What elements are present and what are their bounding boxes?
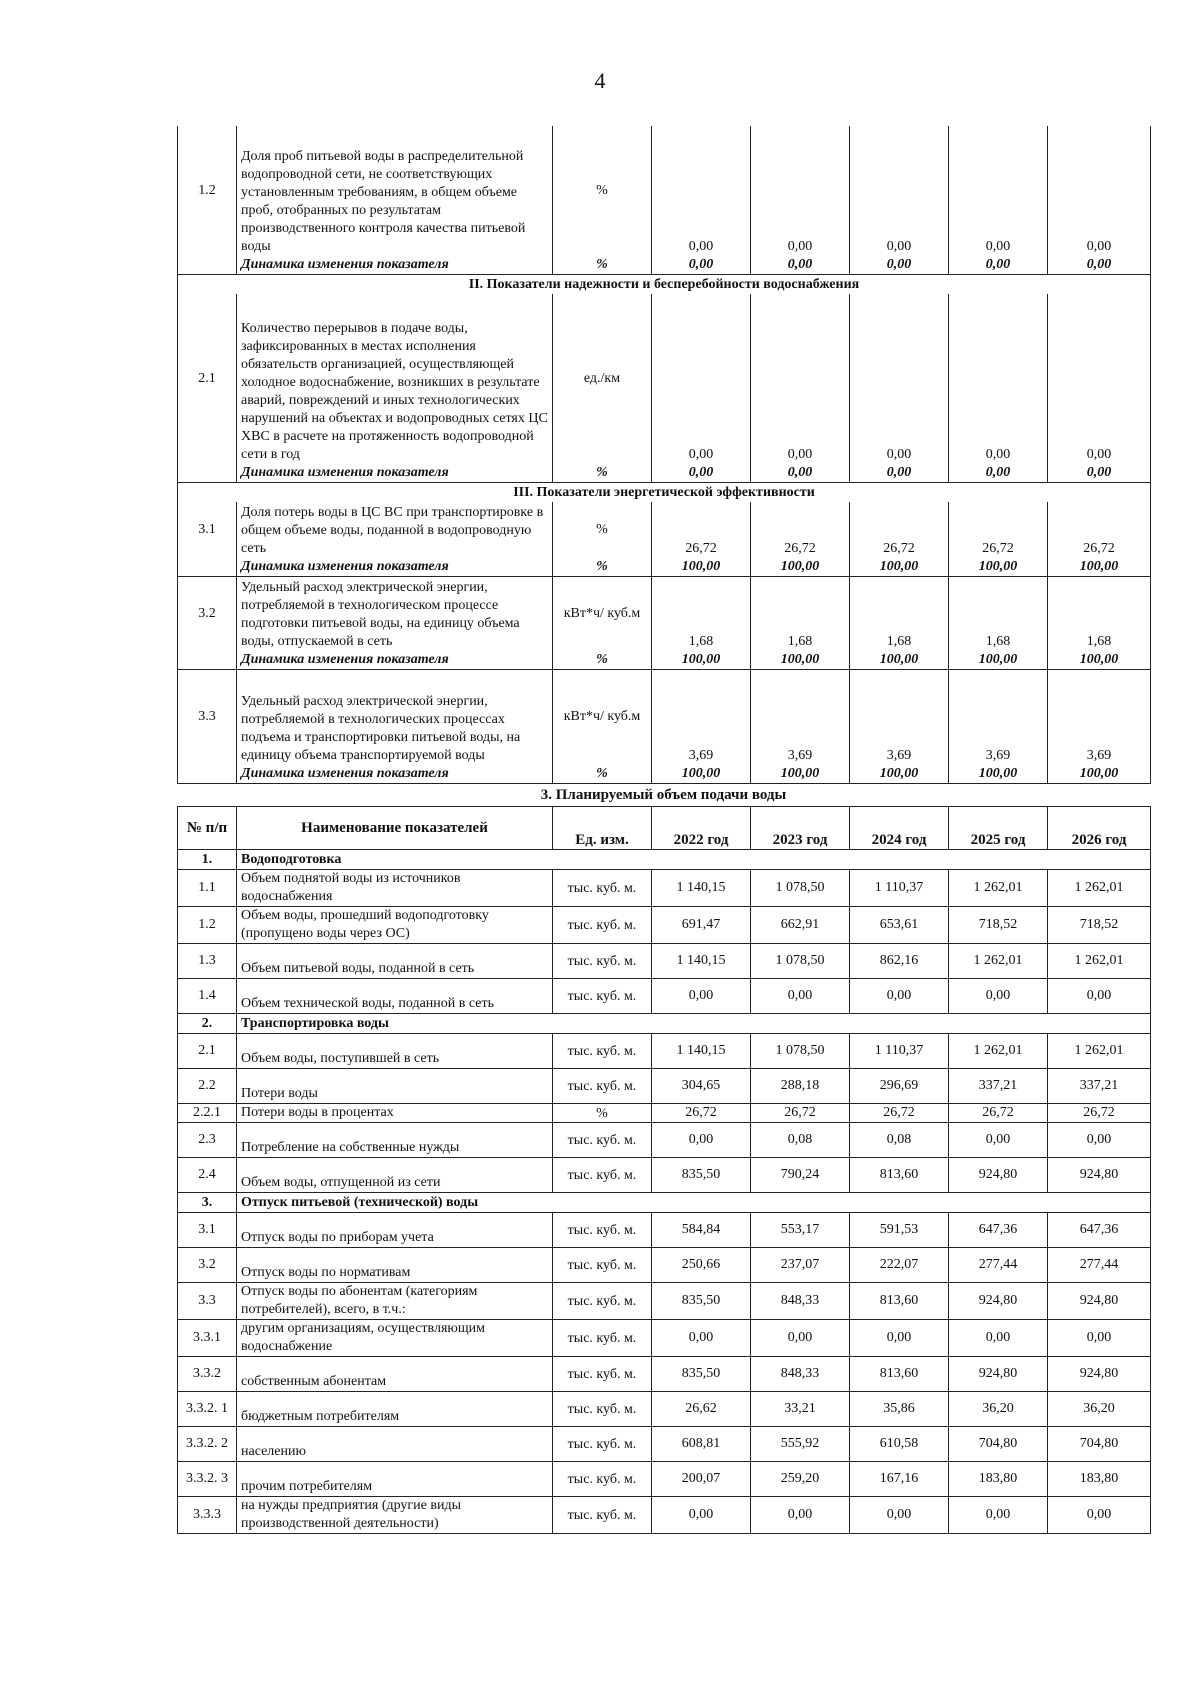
- column-header: 2023 год: [751, 807, 850, 850]
- value-cell: 704,80: [949, 1427, 1048, 1462]
- row-number: 3.3.2. 1: [178, 1392, 237, 1427]
- value-cell: 0,00: [850, 464, 949, 483]
- row-number: [178, 558, 237, 577]
- value-cell: 924,80: [1048, 1283, 1151, 1320]
- group-name: Отпуск питьевой (технической) воды: [237, 1193, 1151, 1213]
- row-number: 1.3: [178, 944, 237, 979]
- indicator-name: Объем воды, поступившей в сеть: [237, 1034, 553, 1069]
- value-cell: 26,72: [949, 1104, 1048, 1123]
- value-cell: 0,00: [1048, 979, 1151, 1014]
- value-cell: 835,50: [652, 1357, 751, 1392]
- unit-cell: тыс. куб. м.: [553, 944, 652, 979]
- value-cell: 288,18: [751, 1069, 850, 1104]
- value-cell: 277,44: [1048, 1248, 1151, 1283]
- value-cell: 662,91: [751, 907, 850, 944]
- indicator-name: населению: [237, 1427, 553, 1462]
- value-cell: 553,17: [751, 1213, 850, 1248]
- row-number: 2.2.1: [178, 1104, 237, 1123]
- indicator-name: Объем воды, прошедший водоподготовку (пропущено воды через ОС): [237, 907, 553, 944]
- table-row: [178, 1427, 1151, 1462]
- value-cell: 337,21: [1048, 1069, 1151, 1104]
- column-header: 2024 год: [850, 807, 949, 850]
- value-cell: 0,00: [652, 294, 751, 464]
- dynamics-label: Динамика изменения показателя: [237, 464, 553, 483]
- value-cell: 608,81: [652, 1427, 751, 1462]
- value-cell: 0,00: [949, 464, 1048, 483]
- row-number: 2.2: [178, 1069, 237, 1104]
- column-header: Ед. изм.: [553, 807, 652, 850]
- value-cell: 647,36: [949, 1213, 1048, 1248]
- value-cell: 0,00: [1048, 1497, 1151, 1534]
- indicator-name: Объем поднятой воды из источников водоснабжения: [237, 870, 553, 907]
- group-row: [178, 850, 1151, 870]
- row-number: 3.3: [178, 669, 237, 765]
- table-row: [178, 979, 1151, 1014]
- indicator-name: Количество перерывов в подаче воды, зафиксированных в местах исполнения обязательств организацией, осуществляющей холодное водоснабжение, возникших в результате аварий, повреждений и иных технологических нарушений на объектах и водопроводных сетях ЦС ХВС в расчете на протяженность водопроводной сети в год: [237, 294, 553, 464]
- value-cell: 0,00: [1048, 126, 1151, 256]
- section-row: [178, 275, 1151, 295]
- indicator-name: Доля проб питьевой воды в распределительной водопроводной сети, не соответствующих установленным требованиям, в общем объеме проб, отобранных по результатам производственного контроля качества питьевой воды: [237, 126, 553, 256]
- value-cell: 0,00: [949, 1320, 1048, 1357]
- table-row: [178, 1123, 1151, 1158]
- value-cell: 100,00: [850, 651, 949, 670]
- row-number: 1.2: [178, 907, 237, 944]
- indicator-name: Доля потерь воды в ЦС ВС при транспортировке в общем объеме воды, поданной в водопроводную сеть: [237, 502, 553, 558]
- table-row: [178, 1248, 1151, 1283]
- unit-cell: тыс. куб. м.: [553, 1158, 652, 1193]
- value-cell: 0,00: [850, 979, 949, 1014]
- value-cell: 100,00: [949, 651, 1048, 670]
- unit-cell: ед./км: [553, 294, 652, 464]
- dynamics-label: Динамика изменения показателя: [237, 651, 553, 670]
- indicator-name: Удельный расход электрической энергии, потребляемой в технологическом процессе подготовки питьевой воды, на единицу объема воды, отпускаемой в сеть: [237, 577, 553, 651]
- value-cell: 848,33: [751, 1283, 850, 1320]
- value-cell: 1 140,15: [652, 1034, 751, 1069]
- value-cell: 1 262,01: [1048, 1034, 1151, 1069]
- value-cell: 1 110,37: [850, 1034, 949, 1069]
- column-header: 2025 год: [949, 807, 1048, 850]
- value-cell: 33,21: [751, 1392, 850, 1427]
- value-cell: 0,00: [1048, 256, 1151, 275]
- indicator-row: [178, 294, 1151, 464]
- indicator-name: прочим потребителям: [237, 1462, 553, 1497]
- value-cell: 584,84: [652, 1213, 751, 1248]
- row-number: 3.3.2. 3: [178, 1462, 237, 1497]
- row-number: 3.3.1: [178, 1320, 237, 1357]
- value-cell: 296,69: [850, 1069, 949, 1104]
- unit-cell: тыс. куб. м.: [553, 870, 652, 907]
- value-cell: 183,80: [1048, 1462, 1151, 1497]
- dynamics-row: [178, 464, 1151, 483]
- value-cell: 100,00: [850, 558, 949, 577]
- unit-cell: тыс. куб. м.: [553, 979, 652, 1014]
- value-cell: 250,66: [652, 1248, 751, 1283]
- unit-cell: тыс. куб. м.: [553, 1392, 652, 1427]
- value-cell: 26,72: [652, 1104, 751, 1123]
- value-cell: 591,53: [850, 1213, 949, 1248]
- unit-cell: тыс. куб. м.: [553, 1320, 652, 1357]
- group-number: 3.: [178, 1193, 237, 1213]
- row-number: 3.1: [178, 502, 237, 558]
- table-row: [178, 1158, 1151, 1193]
- indicator-name: Объем воды, отпущенной из сети: [237, 1158, 553, 1193]
- value-cell: 813,60: [850, 1283, 949, 1320]
- value-cell: 0,08: [850, 1123, 949, 1158]
- value-cell: 26,72: [751, 1104, 850, 1123]
- value-cell: 924,80: [949, 1158, 1048, 1193]
- value-cell: 0,00: [751, 256, 850, 275]
- value-cell: 813,60: [850, 1357, 949, 1392]
- value-cell: 0,00: [949, 979, 1048, 1014]
- value-cell: 0,00: [751, 126, 850, 256]
- dynamics-label: Динамика изменения показателя: [237, 558, 553, 577]
- unit-cell: тыс. куб. м.: [553, 1497, 652, 1534]
- table-row: [178, 907, 1151, 944]
- value-cell: 183,80: [949, 1462, 1048, 1497]
- value-cell: 0,00: [1048, 1320, 1151, 1357]
- value-cell: 1 262,01: [949, 870, 1048, 907]
- value-cell: 924,80: [1048, 1158, 1151, 1193]
- value-cell: 100,00: [652, 558, 751, 577]
- value-cell: 0,00: [949, 126, 1048, 256]
- table-row: [178, 870, 1151, 907]
- indicator-row: [178, 126, 1151, 256]
- value-cell: 0,08: [751, 1123, 850, 1158]
- group-row: [178, 1193, 1151, 1213]
- value-cell: 1,68: [751, 577, 850, 651]
- value-cell: 277,44: [949, 1248, 1048, 1283]
- value-cell: 167,16: [850, 1462, 949, 1497]
- value-cell: 0,00: [652, 256, 751, 275]
- value-cell: 1 262,01: [1048, 944, 1151, 979]
- value-cell: 0,00: [1048, 464, 1151, 483]
- section-row: [178, 483, 1151, 503]
- value-cell: 100,00: [1048, 558, 1151, 577]
- value-cell: 0,00: [949, 294, 1048, 464]
- value-cell: 0,00: [652, 1497, 751, 1534]
- value-cell: 100,00: [751, 558, 850, 577]
- value-cell: 3,69: [949, 669, 1048, 765]
- value-cell: 100,00: [1048, 765, 1151, 784]
- indicator-name: Объем питьевой воды, поданной в сеть: [237, 944, 553, 979]
- value-cell: 0,00: [652, 126, 751, 256]
- unit-cell: тыс. куб. м.: [553, 1462, 652, 1497]
- row-number: 2.4: [178, 1158, 237, 1193]
- value-cell: 259,20: [751, 1462, 850, 1497]
- value-cell: 1 262,01: [1048, 870, 1151, 907]
- column-header: № п/п: [178, 807, 237, 850]
- value-cell: 0,00: [949, 1497, 1048, 1534]
- value-cell: 0,00: [652, 464, 751, 483]
- dynamics-row: [178, 651, 1151, 670]
- planned-volume-title: 3. Планируемый объем подачи воды: [540, 787, 787, 803]
- value-cell: 0,00: [751, 464, 850, 483]
- unit-cell: %: [553, 464, 652, 483]
- value-cell: 610,58: [850, 1427, 949, 1462]
- row-number: 1.4: [178, 979, 237, 1014]
- group-number: 2.: [178, 1014, 237, 1034]
- unit-cell: кВт*ч/ куб.м: [553, 669, 652, 765]
- value-cell: 1,68: [1048, 577, 1151, 651]
- unit-cell: тыс. куб. м.: [553, 1248, 652, 1283]
- row-number: 3.1: [178, 1213, 237, 1248]
- value-cell: 924,80: [1048, 1357, 1151, 1392]
- table-row: [178, 944, 1151, 979]
- table-row: [178, 1357, 1151, 1392]
- table-row: [178, 1034, 1151, 1069]
- value-cell: 26,72: [1048, 502, 1151, 558]
- value-cell: 237,07: [751, 1248, 850, 1283]
- value-cell: 718,52: [949, 907, 1048, 944]
- value-cell: 0,00: [850, 294, 949, 464]
- unit-cell: %: [553, 502, 652, 558]
- indicator-name: Потери воды в процентах: [237, 1104, 553, 1123]
- value-cell: 3,69: [1048, 669, 1151, 765]
- value-cell: 26,62: [652, 1392, 751, 1427]
- value-cell: 0,00: [850, 1320, 949, 1357]
- dynamics-label: Динамика изменения показателя: [237, 256, 553, 275]
- header-row: [178, 807, 1151, 850]
- value-cell: 1 078,50: [751, 944, 850, 979]
- value-cell: 222,07: [850, 1248, 949, 1283]
- indicator-row: [178, 577, 1151, 651]
- group-name: Водоподготовка: [237, 850, 1151, 870]
- value-cell: 100,00: [850, 765, 949, 784]
- column-header: Наименование показателей: [237, 807, 553, 850]
- value-cell: 862,16: [850, 944, 949, 979]
- indicator-name: Потребление на собственные нужды: [237, 1123, 553, 1158]
- unit-cell: %: [553, 1104, 652, 1123]
- row-number: [178, 651, 237, 670]
- unit-cell: тыс. куб. м.: [553, 1069, 652, 1104]
- row-number: 2.1: [178, 1034, 237, 1069]
- dynamics-row: [178, 765, 1151, 784]
- table-row: [178, 1213, 1151, 1248]
- value-cell: 35,86: [850, 1392, 949, 1427]
- indicator-row: [178, 502, 1151, 558]
- group-number: 1.: [178, 850, 237, 870]
- unit-cell: кВт*ч/ куб.м: [553, 577, 652, 651]
- row-number: 1.1: [178, 870, 237, 907]
- indicator-name: бюджетным потребителям: [237, 1392, 553, 1427]
- row-number: 3.3.2: [178, 1357, 237, 1392]
- unit-cell: %: [553, 651, 652, 670]
- indicator-row: [178, 669, 1151, 765]
- row-number: 3.2: [178, 577, 237, 651]
- value-cell: 0,00: [751, 294, 850, 464]
- value-cell: 3,69: [652, 669, 751, 765]
- dynamics-row: [178, 558, 1151, 577]
- row-number: 1.2: [178, 126, 237, 256]
- value-cell: 1,68: [652, 577, 751, 651]
- value-cell: 924,80: [949, 1357, 1048, 1392]
- row-number: 2.1: [178, 294, 237, 464]
- indicator-name: Отпуск воды по приборам учета: [237, 1213, 553, 1248]
- value-cell: 790,24: [751, 1158, 850, 1193]
- row-number: 3.2: [178, 1248, 237, 1283]
- unit-cell: тыс. куб. м.: [553, 1213, 652, 1248]
- unit-cell: тыс. куб. м.: [553, 1283, 652, 1320]
- row-number: [178, 464, 237, 483]
- value-cell: 1 110,37: [850, 870, 949, 907]
- value-cell: 835,50: [652, 1158, 751, 1193]
- unit-cell: тыс. куб. м.: [553, 1123, 652, 1158]
- value-cell: 26,72: [1048, 1104, 1151, 1123]
- value-cell: 704,80: [1048, 1427, 1151, 1462]
- value-cell: 1 262,01: [949, 1034, 1048, 1069]
- indicator-name: собственным абонентам: [237, 1357, 553, 1392]
- unit-cell: %: [553, 126, 652, 256]
- value-cell: 1,68: [949, 577, 1048, 651]
- row-number: 3.3: [178, 1283, 237, 1320]
- row-number: 3.3.3: [178, 1497, 237, 1534]
- row-number: [178, 765, 237, 784]
- unit-cell: тыс. куб. м.: [553, 907, 652, 944]
- indicator-name: Потери воды: [237, 1069, 553, 1104]
- table-row: [178, 1283, 1151, 1320]
- column-header: 2026 год: [1048, 807, 1151, 850]
- value-cell: 0,00: [850, 126, 949, 256]
- value-cell: 0,00: [1048, 1123, 1151, 1158]
- row-number: 3.3.2. 2: [178, 1427, 237, 1462]
- value-cell: 1 078,50: [751, 870, 850, 907]
- unit-cell: %: [553, 765, 652, 784]
- value-cell: 653,61: [850, 907, 949, 944]
- value-cell: 100,00: [751, 651, 850, 670]
- value-cell: 100,00: [652, 651, 751, 670]
- indicator-name: Объем технической воды, поданной в сеть: [237, 979, 553, 1014]
- value-cell: 1 262,01: [949, 944, 1048, 979]
- group-name: Транспортировка воды: [237, 1014, 1151, 1034]
- upper-indicators-table: [177, 126, 1151, 784]
- value-cell: 36,20: [949, 1392, 1048, 1427]
- value-cell: 36,20: [1048, 1392, 1151, 1427]
- value-cell: 1 140,15: [652, 944, 751, 979]
- planned-volume-table: [177, 806, 1151, 1534]
- table-row: [178, 1320, 1151, 1357]
- unit-cell: тыс. куб. м.: [553, 1034, 652, 1069]
- unit-cell: %: [553, 558, 652, 577]
- value-cell: 3,69: [850, 669, 949, 765]
- value-cell: 26,72: [850, 1104, 949, 1123]
- value-cell: 0,00: [751, 1320, 850, 1357]
- table-row: [178, 1104, 1151, 1123]
- value-cell: 26,72: [949, 502, 1048, 558]
- value-cell: 0,00: [751, 979, 850, 1014]
- value-cell: 0,00: [949, 1123, 1048, 1158]
- unit-cell: %: [553, 256, 652, 275]
- value-cell: 0,00: [1048, 294, 1151, 464]
- table-row: [178, 1462, 1151, 1497]
- value-cell: 835,50: [652, 1283, 751, 1320]
- indicator-name: Отпуск воды по нормативам: [237, 1248, 553, 1283]
- indicator-name: на нужды предприятия (другие виды производственной деятельности): [237, 1497, 553, 1534]
- value-cell: 304,65: [652, 1069, 751, 1104]
- unit-cell: тыс. куб. м.: [553, 1427, 652, 1462]
- value-cell: 0,00: [751, 1497, 850, 1534]
- value-cell: 26,72: [652, 502, 751, 558]
- section-heading: II. Показатели надежности и бесперебойности водоснабжения: [178, 275, 1151, 295]
- value-cell: 200,07: [652, 1462, 751, 1497]
- indicator-name: другим организациям, осуществляющим водоснабжение: [237, 1320, 553, 1357]
- value-cell: 100,00: [1048, 651, 1151, 670]
- page-number: 4: [594, 68, 606, 93]
- dynamics-label: Динамика изменения показателя: [237, 765, 553, 784]
- value-cell: 100,00: [949, 558, 1048, 577]
- value-cell: 924,80: [949, 1283, 1048, 1320]
- value-cell: 0,00: [850, 256, 949, 275]
- value-cell: 0,00: [652, 1123, 751, 1158]
- value-cell: 647,36: [1048, 1213, 1151, 1248]
- value-cell: 0,00: [652, 1320, 751, 1357]
- value-cell: 848,33: [751, 1357, 850, 1392]
- indicator-name: Удельный расход электрической энергии, потребляемой в технологических процессах подъема и транспортировки питьевой воды, на единицу объема транспортируемой воды: [237, 669, 553, 765]
- value-cell: 1 078,50: [751, 1034, 850, 1069]
- value-cell: 26,72: [751, 502, 850, 558]
- value-cell: 100,00: [652, 765, 751, 784]
- value-cell: 813,60: [850, 1158, 949, 1193]
- unit-cell: тыс. куб. м.: [553, 1357, 652, 1392]
- indicator-name: Отпуск воды по абонентам (категориям потребителей), всего, в т.ч.:: [237, 1283, 553, 1320]
- value-cell: 100,00: [751, 765, 850, 784]
- dynamics-row: [178, 256, 1151, 275]
- value-cell: 555,92: [751, 1427, 850, 1462]
- value-cell: 718,52: [1048, 907, 1151, 944]
- value-cell: 691,47: [652, 907, 751, 944]
- table-row: [178, 1069, 1151, 1104]
- value-cell: 337,21: [949, 1069, 1048, 1104]
- table-row: [178, 1392, 1151, 1427]
- group-row: [178, 1014, 1151, 1034]
- value-cell: 100,00: [949, 765, 1048, 784]
- value-cell: 26,72: [850, 502, 949, 558]
- row-number: 2.3: [178, 1123, 237, 1158]
- value-cell: 1 140,15: [652, 870, 751, 907]
- row-number: [178, 256, 237, 275]
- column-header: 2022 год: [652, 807, 751, 850]
- section-heading: III. Показатели энергетической эффективности: [178, 483, 1151, 503]
- value-cell: 0,00: [652, 979, 751, 1014]
- value-cell: 1,68: [850, 577, 949, 651]
- value-cell: 3,69: [751, 669, 850, 765]
- value-cell: 0,00: [949, 256, 1048, 275]
- value-cell: 0,00: [850, 1497, 949, 1534]
- table-row: [178, 1497, 1151, 1534]
